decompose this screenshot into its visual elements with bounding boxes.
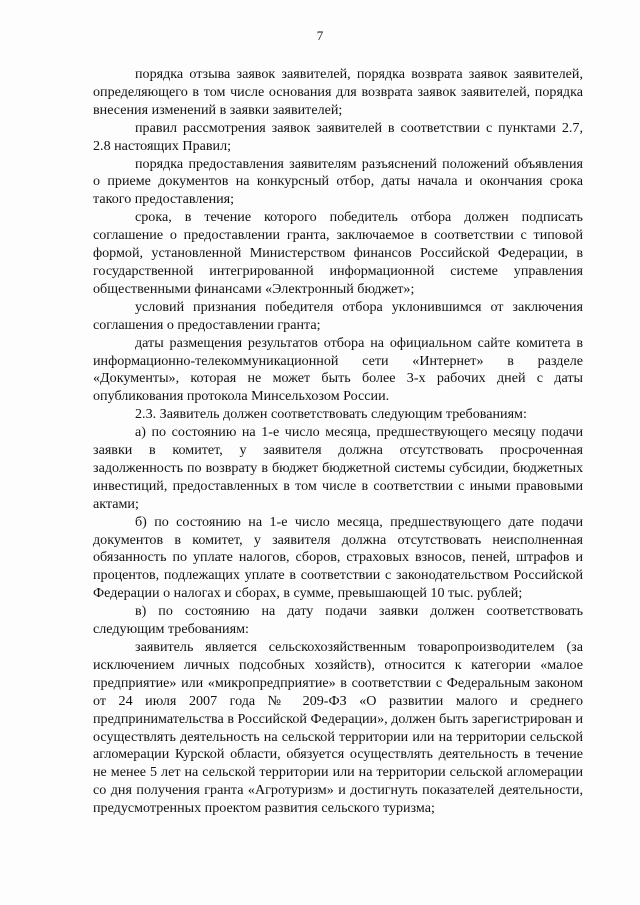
paragraph-evasion-conditions: условий признания победителя отбора уклонившимся от заключения соглашения о предоставлении гранта; [93, 298, 583, 333]
paragraph-section-2-3: 2.3. Заявитель должен соответствовать следующим требованиям: [135, 406, 527, 423]
paragraph-signing-deadline: срока, в течение которого победитель отбора должен подписать соглашение о предоставлении гранта, заключаемое в соответствии с типовой формой, установленной Министерством финансов Российской Федерации, в государственной интегрированной информационной системе управления общественными финансами «Электронный бюджет»; [93, 209, 583, 297]
paragraph-clarifications: порядка предоставления заявителям разъяснений положений объявления о приеме документов на конкурсный отбор, даты начала и окончания срока такого предоставления; [93, 155, 583, 208]
paragraph-requirement-a: а) по состоянию на 1-е число месяца, предшествующего месяцу подачи заявки в комитет, у заявителя должна отсутствовать просроченная задолженность по возврату в бюджет бюджетной системы субсидии, бюджетных инвестиций, предоставленных в том числе в соответствии с иными правовыми актами; [93, 424, 583, 512]
paragraph-results-publication: даты размещения результатов отбора на официальном сайте комитета в информационно-телекоммуникационной сети «Интернет» в разделе «Документы», которая не может быть более 3-х рабочих дней с даты опубликования протокола Минсельхозом России. [93, 334, 583, 405]
paragraph-requirement-b: б) по состоянию на 1-е число месяца, предшествующего дате подачи документов в комитет, у заявителя должна отсутствовать неисполненная обязанность по уплате налогов, сборов, страховых взносов, пеней, штрафов и процентов, подлежащих уплате в соответствии с законодательством Российской Федерации о налогах и сборах, в сумме, превышающей 10 тыс. рублей; [93, 513, 583, 602]
paragraph-withdrawal-procedure: порядка отзыва заявок заявителей, порядка возврата заявок заявителей, определяющего в том числе основания для возврата заявок заявителей, порядка внесения изменений в заявки заявителей; [93, 66, 583, 118]
paragraph-requirement-c: в) по состоянию на дату подачи заявки должен соответствовать следующим требованиям: [93, 603, 583, 638]
document-body [93, 66, 583, 818]
paragraph-review-rules: правил рассмотрения заявок заявителей в соответствии с пунктами 2.7, 2.8 настоящих Правил; [93, 119, 583, 154]
paragraph-applicant-status: заявитель является сельскохозяйственным товаропроизводителем (за исключением личных подсобных хозяйств), относится к категории «малое предприятие» или «микропредприятие» в соответствии с Федеральным законом от 24 июля 2007 года № 209-ФЗ «О развитии малого и среднего предпринимательства в Российской Федерации», должен быть зарегистрирован и осуществлять деятельность на сельской территории или на территории сельской агломерации Курской области, обязуется осуществлять деятельность в течение не менее 5 лет на сельской территории или на территории сельской агломерации со дня получения гранта «Агротуризм» и достигнуть показателей деятельности, предусмотренных проектом развития сельского туризма; [93, 639, 583, 817]
page-number: 7 [316, 28, 324, 43]
